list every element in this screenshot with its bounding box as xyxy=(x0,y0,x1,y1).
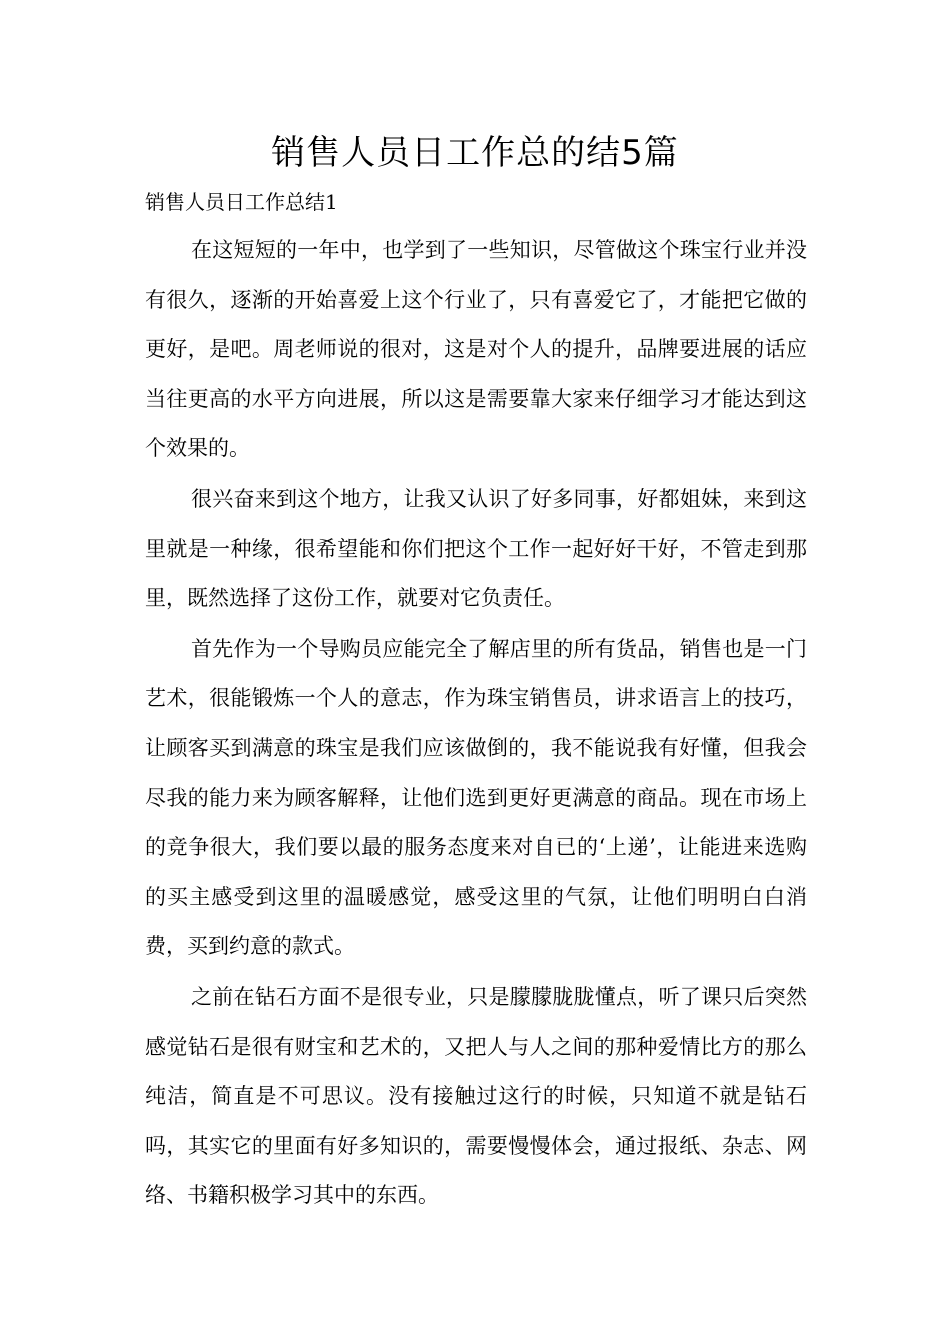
document-title: 销售人员日工作总的结5篇 xyxy=(271,133,679,173)
paragraph: 很兴奋来到这个地方，让我又认识了好多同事，好都姐妹，来到这里就是一种缘，很希望能和你们把这个工作一起好好干好，不管走到那里，既然选择了这份工作，就要对它负责任。 xyxy=(145,486,807,611)
paragraph: 在这短短的一年中，也学到了一些知识，尽管做这个珠宝行业并没有很久，逐渐的开始喜爱上这个行业了，只有喜爱它了，才能把它做的更好，是吧。周老师说的很对，这是对个人的提升，品牌要进展的话应当往更高的水平方向进展，所以这是需要靠大家来仔细学习才能达到这个效果的。 xyxy=(145,238,807,461)
paragraph: 之前在钻石方面不是很专业，只是朦朦胧胧懂点，听了课只后突然感觉钻石是很有财宝和艺术的，又把人与人之间的那种爱情比方的那么纯洁，简直是不可思议。没有接触过这行的时候，只知道不就是钻石吗，其实它的里面有好多知识的，需要慢慢体会，通过报纸、杂志、网络、书籍积极学习其中的东西。 xyxy=(145,984,807,1208)
paragraph: 首先作为一个导购员应能完全了解店里的所有货品，销售也是一门艺术，很能锻炼一个人的意志，作为珠宝销售员，讲求语言上的技巧，让顾客买到满意的珠宝是我们应该做倒的，我不能说我有好懂，但我会尽我的能力来为顾客解释，让他们选到更好更满意的商品。现在市场上的竞争很大，我们要以最的服务态度来对自已的‘上递’，让能进来选购的买主感受到这里的温暖感觉，感受这里的气氛，让他们明明白白消费，买到约意的款式。 xyxy=(145,636,807,959)
document-body xyxy=(145,226,807,1222)
section-heading: 销售人员日工作总结1 xyxy=(145,190,338,214)
